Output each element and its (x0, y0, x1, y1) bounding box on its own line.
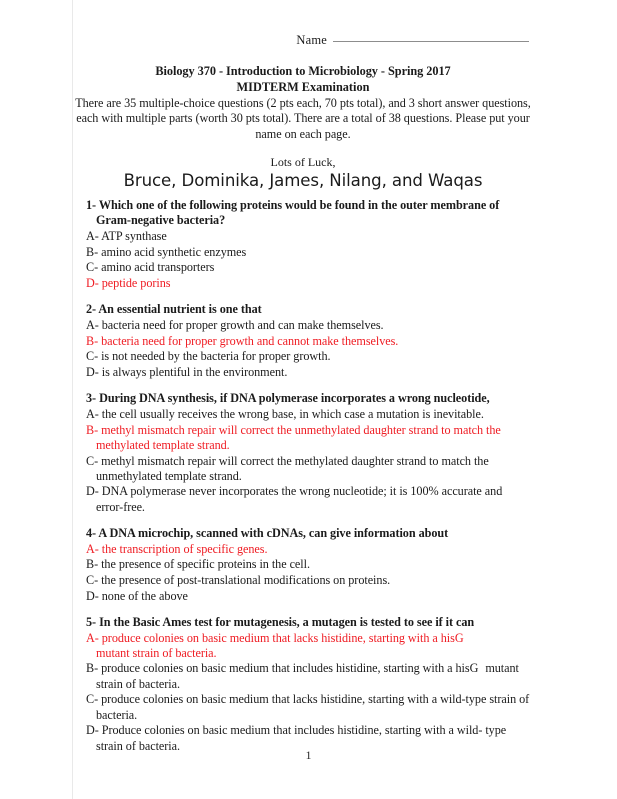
question-number: 4- (86, 525, 97, 540)
exam-title: MIDTERM Examination (236, 79, 370, 94)
option[interactable] (86, 349, 532, 364)
option-letter: D- (86, 723, 99, 738)
option[interactable] (86, 454, 532, 484)
question-number: 5- (86, 614, 97, 629)
question-stem (76, 526, 532, 541)
instructions-line-1: There are 35 multiple-choice questions (2 pts each, 70 pts total), and 3 short answer (75, 96, 480, 110)
option-text: bacteria need for proper growth and can make themselves. (101, 317, 384, 332)
option[interactable] (86, 573, 532, 588)
question-stem (76, 391, 532, 406)
option-letter: C- (86, 692, 99, 707)
question (86, 198, 532, 291)
option-text: the presence of post-translational modifications on proteins. (101, 572, 391, 587)
good-luck-text: Lots of Luck, (270, 155, 336, 169)
option[interactable] (86, 260, 532, 275)
option-letter: B- (86, 661, 99, 676)
question (86, 302, 532, 380)
option-letter: A- (86, 630, 99, 645)
option[interactable] (86, 589, 532, 604)
option[interactable] (86, 661, 532, 691)
option[interactable] (86, 229, 532, 244)
option[interactable] (86, 407, 532, 422)
option-text: amino acid synthetic enzymes (101, 244, 247, 259)
option-letter: A- (86, 541, 99, 556)
option-letter: A- (86, 228, 99, 243)
good-luck-block (74, 155, 532, 191)
option-text: is always plentiful in the environment. (101, 365, 288, 380)
answer-option[interactable] (86, 423, 532, 453)
answer-option[interactable] (86, 542, 532, 557)
option-text: bacteria need for proper growth and cannot make themselves. (101, 333, 399, 348)
question-stem (76, 302, 532, 317)
name-field-row (0, 33, 529, 48)
option-letter: B- (86, 333, 99, 348)
exam-instructions (74, 96, 532, 142)
question (86, 391, 532, 515)
course-title: Biology 370 - Introduction to Microbiology - Spring 2017 (155, 64, 451, 78)
option-letter: D- (86, 588, 99, 603)
question-stem-text: During DNA synthesis, if DNA polymerase incorporates a wrong nucleotide, (99, 391, 490, 406)
option-letter: C- (86, 572, 99, 587)
option-letter: B- (86, 422, 99, 437)
option-text: produce colonies on basic medium that lacks histidine, starting with a hisG (101, 630, 464, 645)
answer-option[interactable] (86, 631, 532, 661)
instructions-line-3: Please put your name on each page. (255, 111, 530, 141)
question-number: 3- (86, 391, 97, 406)
option[interactable] (86, 484, 532, 514)
exam-header (74, 64, 532, 142)
question-stem-text: A DNA microchip, scanned with cDNAs, can give information about (98, 525, 449, 540)
option-text: methyl mismatch repair will correct the methylated daughter strand to match the unmethylated template strand. (96, 453, 489, 483)
instructions-line-2: questions, each with multiple parts (worth 30 pts total). There are a total of 38 questions. (76, 96, 531, 126)
page-left-border (72, 0, 73, 799)
instructor-names: Bruce, Dominika, James, Nilang, and Waqas (123, 171, 483, 190)
option-letter: D- (86, 365, 99, 380)
option[interactable] (86, 318, 532, 333)
question (86, 615, 532, 754)
option-text-continued: mutant strain of bacteria. (96, 661, 519, 691)
option-letter: A- (86, 406, 99, 421)
question-stem-text: In the Basic Ames test for mutagenesis, a mutagen is tested to see if it can (99, 614, 475, 629)
option-letter: D- (86, 276, 99, 291)
option-text: Produce colonies on basic medium that includes histidine, starting with a wild- type strain of bacteria. (96, 723, 507, 753)
option[interactable] (86, 557, 532, 572)
option-letter: C- (86, 349, 99, 364)
option-letter: C- (86, 453, 99, 468)
option-text: the transcription of specific genes. (101, 541, 268, 556)
option-text: is not needed by the bacteria for proper growth. (101, 349, 331, 364)
question-number: 1- (86, 198, 97, 212)
page-number: 1 (305, 748, 312, 762)
answer-option[interactable] (86, 334, 532, 349)
option-text: produce colonies on basic medium that includes histidine, starting with a hisG (101, 661, 479, 676)
option-text-continued: mutant strain of bacteria. (96, 645, 217, 660)
option-text: ATP synthase (101, 228, 167, 243)
option-text: peptide porins (101, 276, 171, 291)
option-letter: D- (86, 484, 99, 499)
answer-option[interactable] (86, 276, 532, 291)
name-label: Name (296, 33, 327, 47)
option-letter: B- (86, 557, 99, 572)
option-text: DNA polymerase never incorporates the wrong nucleotide; it is 100% accurate and error-free. (96, 484, 503, 514)
option-text: produce colonies on basic medium that lacks histidine, starting with a wild-type strain of bacteria. (96, 692, 530, 722)
question (86, 526, 532, 604)
option-letter: C- (86, 260, 99, 275)
option[interactable] (86, 692, 532, 722)
question-number: 2- (86, 302, 97, 317)
option-letter: A- (86, 317, 99, 332)
option[interactable] (86, 245, 532, 260)
name-write-in-line[interactable] (333, 41, 529, 42)
question-stem-text: Which one of the following proteins would be found in the outer membrane of (98, 198, 500, 212)
question-stem-continuation: Gram-negative bacteria? (96, 213, 226, 228)
question-stem (76, 615, 532, 630)
option-text: amino acid transporters (101, 260, 215, 275)
option-text: the presence of specific proteins in the cell. (101, 557, 310, 572)
question-stem-text: An essential nutrient is one that (98, 302, 262, 317)
option-letter: B- (86, 244, 99, 259)
option[interactable] (86, 365, 532, 380)
option-text: methyl mismatch repair will correct the unmethylated daughter strand to match the methylated template strand. (96, 422, 501, 452)
question-stem (76, 198, 532, 228)
option-text: none of the above (101, 588, 188, 603)
question-list (86, 198, 532, 764)
option-text: the cell usually receives the wrong base, in which case a mutation is inevitable. (101, 406, 484, 421)
